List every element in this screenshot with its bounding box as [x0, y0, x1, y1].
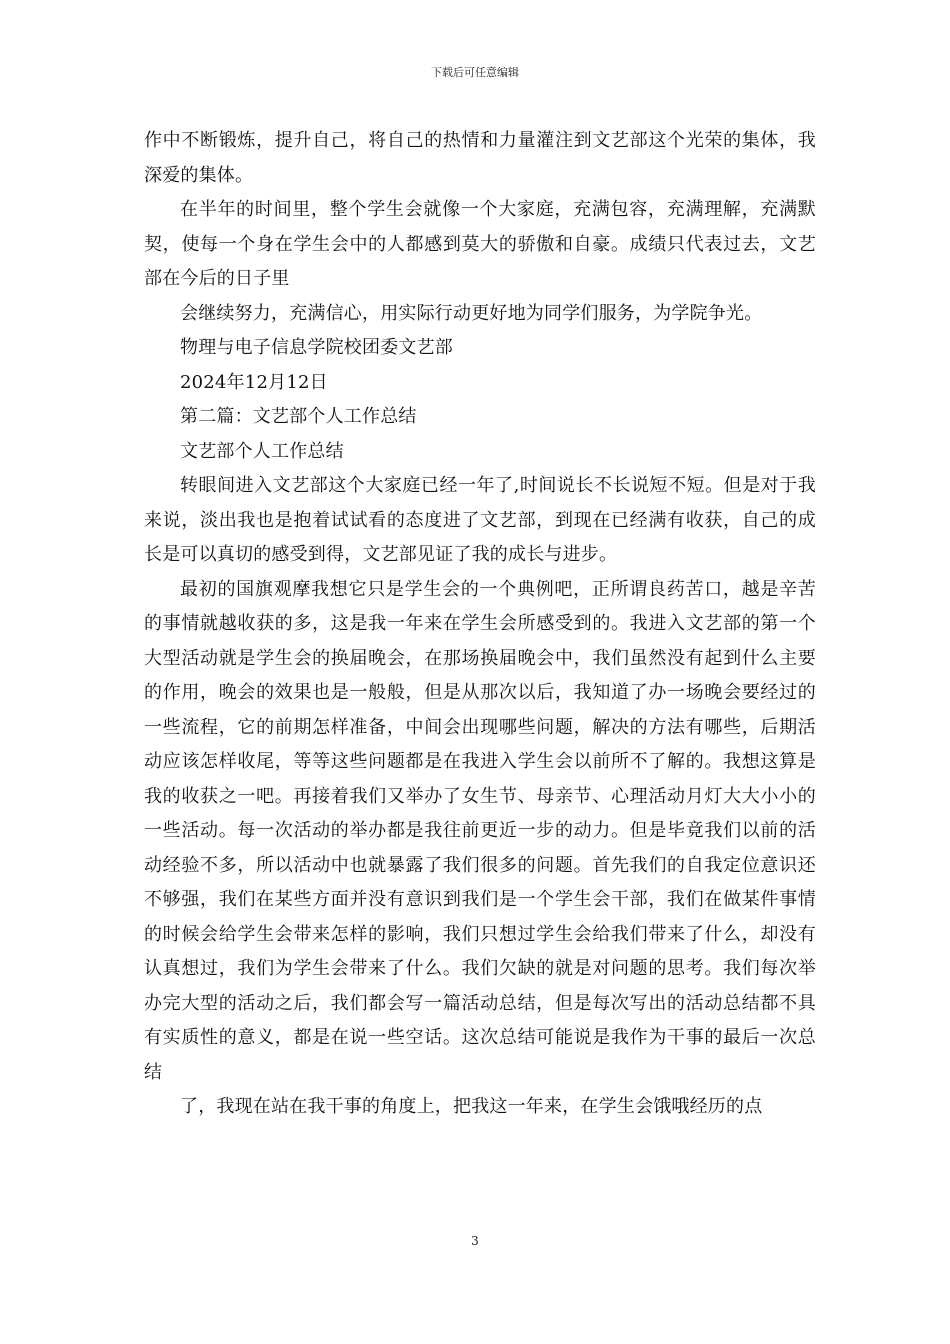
- paragraph-continue-effort: 会继续努力，充满信心，用实际行动更好地为同学们服务，为学院争光。: [180, 302, 763, 324]
- signature-organization: 物理与电子信息学院校团委文艺部: [180, 337, 453, 358]
- paragraph-trailing: 了，我现在站在我干事的角度上，把我这一年来，在学生会饿哦经历的点: [180, 1096, 763, 1117]
- section-heading: 第二篇：文艺部个人工作总结: [180, 406, 417, 427]
- paragraph-half-year: 在半年的时间里，整个学生会就像一个大家庭，充满包容，充满理解，充满默契，使每一个身在学生会中的人都感到莫大的骄傲和自豪。成绩只代表过去，文艺部在今后的日子里: [144, 199, 816, 289]
- section-title: 文艺部个人工作总结: [180, 440, 344, 462]
- signature-date: 2024年12月12日: [180, 371, 328, 393]
- page-header: 下载后可任意编辑: [431, 66, 519, 79]
- paragraph-activities: 最初的国旗观摩我想它只是学生会的一个典例吧，正所谓良药苦口，越是辛苦的事情就越收获的多，这是我一年来在学生会所感受到的。我进入文艺部的第一个大型活动就是学生会的换届晚会，在那场换届晚会中，我们虽然没有起到什么主要的作用，晚会的效果也是一般般，但是从那次以后，我知道了办一场晚会要经过的一些流程，它的前期怎样准备，中间会出现哪些问题，解决的方法有哪些，后期活动应该怎样收尾，等等这些问题都是在我进入学生会以前所不了解的。我想这算是我的收获之一吧。再接着我们又举办了女生节、母亲节、心理活动月灯大大小小的一些活动。每一次活动的举办都是我往前更近一步的动力。但是毕竟我们以前的活动经验不多，所以活动中也就暴露了我们很多的问题。首先我们的自我定位意识还不够强，我们在某些方面并没有意识到我们是一个学生会干部，我们在做某件事情的时候会给学生会带来怎样的影响，我们只想过学生会给我们带来了什么，却没有认真想过，我们为学生会带来了什么。我们欠缺的就是对问题的思考。我们每次举办完大型的活动之后，我们都会写一篇活动总结，但是每次写出的活动总结都不具有实质性的意义，都是在说一些空话。这次总结可能说是我作为干事的最后一次总结: [144, 578, 816, 1083]
- page-number: 3: [471, 1234, 479, 1248]
- paragraph-one-year: 转眼间进入文艺部这个大家庭已经一年了,时间说长不长说短不短。但是对于我来说，淡出我也是抱着试试看的态度进了文艺部，到现在已经满有收获，自己的成长是可以真切的感受到得，文艺部见证了我的成长与进步。: [144, 475, 816, 565]
- paragraph-continuation: 作中不断锻炼，提升自己，将自己的热情和力量灌注到文艺部这个光荣的集体，我深爱的集体。: [144, 130, 816, 186]
- document-body: [144, 124, 816, 1125]
